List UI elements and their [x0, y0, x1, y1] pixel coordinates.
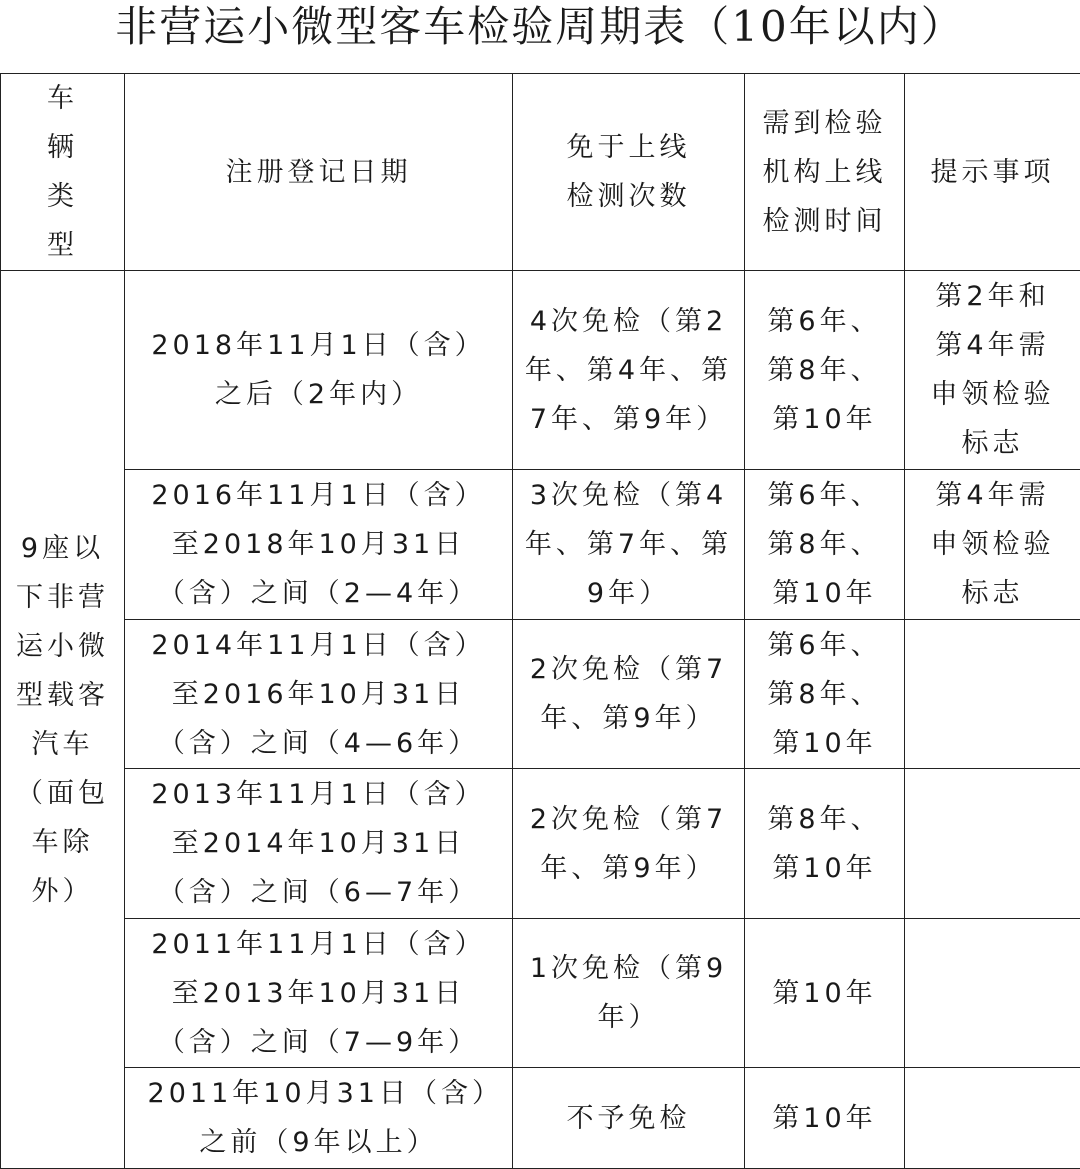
table-row [1, 620, 1080, 769]
inspect-time-cell: 第10年 [745, 919, 905, 1068]
header-free-count: 免于上线检测次数 [513, 74, 745, 271]
inspect-time-cell: 第6年、第8年、第10年 [745, 470, 905, 620]
tip-cell: 第4年需申领检验标志 [905, 470, 1080, 620]
reg-date-cell: 2018年11月1日（含）之后（2年内） [125, 271, 513, 470]
free-count-cell: 2次免检（第7年、第9年） [513, 769, 745, 919]
inspect-time-cell: 第6年、第8年、第10年 [745, 271, 905, 470]
reg-date-cell: 2014年11月1日（含）至2016年10月31日（含）之间（4—6年） [125, 620, 513, 769]
page-title: 非营运小微型客车检验周期表（10年以内） [0, 0, 1080, 62]
tip-cell [905, 620, 1080, 769]
table-row [1, 271, 1080, 470]
tip-cell: 第2年和第4年需申领检验标志 [905, 271, 1080, 470]
free-count-cell: 4次免检（第2年、第4年、第7年、第9年） [513, 271, 745, 470]
header-inspect-time: 需到检验机构上线检测时间 [745, 74, 905, 271]
table-row [1, 919, 1080, 1068]
table-row [1, 1068, 1080, 1169]
reg-date-cell: 2016年11月1日（含）至2018年10月31日（含）之间（2—4年） [125, 470, 513, 620]
header-tips: 提示事项 [905, 74, 1080, 271]
inspect-time-cell: 第6年、第8年、第10年 [745, 620, 905, 769]
free-count-cell: 2次免检（第7年、第9年） [513, 620, 745, 769]
header-row [1, 74, 1080, 271]
free-count-cell: 不予免检 [513, 1068, 745, 1169]
header-reg-date: 注册登记日期 [125, 74, 513, 271]
header-vehicle-type: 车辆类型 [1, 74, 125, 271]
reg-date-cell: 2011年10月31日（含）之前（9年以上） [125, 1068, 513, 1169]
inspect-time-cell: 第8年、第10年 [745, 769, 905, 919]
tip-cell [905, 1068, 1080, 1169]
reg-date-cell: 2013年11月1日（含）至2014年10月31日（含）之间（6—7年） [125, 769, 513, 919]
table-row [1, 769, 1080, 919]
free-count-cell: 1次免检（第9年） [513, 919, 745, 1068]
inspect-time-cell: 第10年 [745, 1068, 905, 1169]
free-count-cell: 3次免检（第4年、第7年、第9年） [513, 470, 745, 620]
reg-date-cell: 2011年11月1日（含）至2013年10月31日（含）之间（7—9年） [125, 919, 513, 1068]
inspection-cycle-table [0, 73, 1080, 1169]
vehicle-type-cell: 9座以下非营运小微型载客汽车（面包车除外） [1, 271, 125, 1169]
tip-cell [905, 919, 1080, 1068]
table-row [1, 470, 1080, 620]
tip-cell [905, 769, 1080, 919]
